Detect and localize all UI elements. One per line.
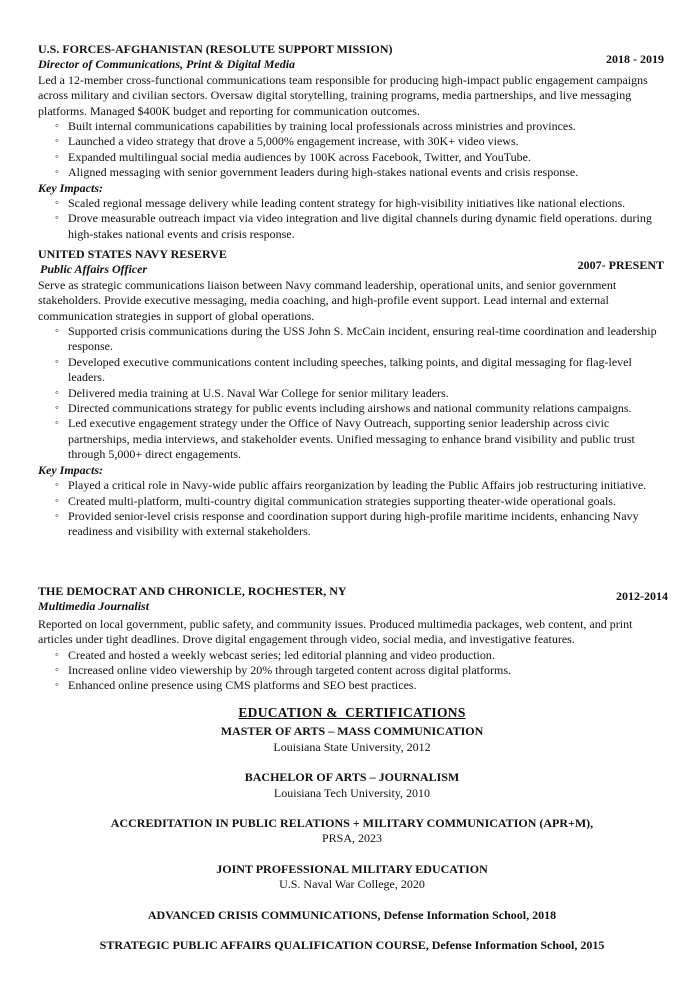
- job-afghanistan: [38, 42, 666, 242]
- list-item: ◦ Created and hosted a weekly webcast series; led editorial planning and video production.: [68, 648, 666, 663]
- job-democrat-chronicle: [38, 584, 666, 694]
- job-summary: Reported on local government, public safety, and community issues. Produced multimedia packages, web content, and print articles under tight deadlines. Drove digital engagement through video, social media, and investigative features.: [38, 616, 633, 647]
- degree-title: BACHELOR OF ARTS – JOURNALISM: [244, 770, 460, 785]
- job-dates: 2012-2014: [616, 589, 668, 603]
- degree-title: MASTER OF ARTS – MASS COMMUNICATION: [220, 724, 484, 739]
- list-item: ◦ Enhanced online presence using CMS platforms and SEO best practices.: [68, 678, 666, 693]
- list-item: ◦ Aligned messaging with senior government leaders during high-stakes national events and crisis response.: [68, 165, 666, 180]
- job-org: UNITED STATES NAVY RESERVE: [38, 247, 227, 261]
- education-section: [38, 705, 666, 953]
- job-bullets: [38, 119, 666, 181]
- job-dates: 2018 - 2019: [606, 52, 664, 66]
- key-impacts-label: Key Impacts:: [38, 180, 103, 195]
- list-item: ◦ Expanded multilingual social media audiences by 100K across Facebook, Twitter, and YouTube.: [68, 150, 666, 165]
- job-navy-reserve: [38, 247, 666, 540]
- degree-title: ACCREDITATION IN PUBLIC RELATIONS + MILITARY COMMUNICATION (APR+M),: [110, 816, 594, 831]
- certification-title: STRATEGIC PUBLIC AFFAIRS QUALIFICATION COURSE, Defense Information School, 2015: [99, 938, 605, 953]
- job-org: U.S. FORCES-AFGHANISTAN (RESOLUTE SUPPORT MISSION): [38, 42, 393, 56]
- job-role: Multimedia Journalist: [38, 599, 150, 614]
- list-item: ◦ Created multi-platform, multi-country digital communication strategies supporting theater-wide operational goals.: [68, 494, 666, 509]
- education-heading: EDUCATION & CERTIFICATIONS: [238, 705, 466, 720]
- job-bullets: [38, 648, 666, 694]
- job-role: Public Affairs Officer: [40, 262, 148, 277]
- list-item: ◦ Drove measurable outreach impact via video integration and live digital channels during dynamic field operations. during high-stakes national events and crisis response.: [68, 211, 666, 242]
- list-item: ◦ Provided senior-level crisis response and coordination support during high-profile maritime incidents, enhancing Navy readiness and visibility with external stakeholders.: [68, 509, 666, 540]
- key-impacts-label: Key Impacts:: [38, 462, 103, 477]
- degree-school: Louisiana Tech University, 2010: [273, 785, 431, 800]
- list-item: ◦ Played a critical role in Navy-wide public affairs reorganization by leading the Public Affairs job restructuring initiative.: [68, 478, 666, 493]
- list-item: ◦ Delivered media training at U.S. Naval War College for senior military leaders.: [68, 386, 666, 401]
- degree-school: PRSA, 2023: [321, 831, 383, 846]
- degree-school: Louisiana State University, 2012: [273, 739, 431, 754]
- list-item: ◦ Supported crisis communications during the USS John S. McCain incident, ensuring real-time coordination and leadership response.: [68, 324, 666, 355]
- job-org: THE DEMOCRAT AND CHRONICLE, ROCHESTER, NY: [38, 584, 347, 598]
- degree-title: JOINT PROFESSIONAL MILITARY EDUCATION: [216, 861, 488, 876]
- list-item: ◦ Developed executive communications content including speeches, talking points, and digital messaging for flag-level leaders.: [68, 355, 666, 386]
- degree-school: U.S. Naval War College, 2020: [279, 877, 425, 892]
- list-item: ◦ Directed communications strategy for public events including airshows and national community relations campaigns.: [68, 401, 666, 416]
- impact-bullets: [38, 478, 666, 540]
- job-bullets: [38, 324, 666, 463]
- list-item: ◦ Built internal communications capabilities by training local professionals across ministries and provinces.: [68, 119, 666, 134]
- list-item: ◦ Scaled regional message delivery while leading content strategy for high-visibility initiatives like national elections.: [68, 196, 666, 211]
- certification-title: ADVANCED CRISIS COMMUNICATIONS, Defense Information School, 2018: [147, 907, 557, 922]
- list-item: ◦ Launched a video strategy that drove a 5,000% engagement increase, with 30K+ video views.: [68, 134, 666, 149]
- impact-bullets: [38, 196, 666, 242]
- job-summary: Led a 12-member cross-functional communications team responsible for producing high-impact public engagement campaigns across military and civilian sectors. Oversaw digital storytelling, training programs, media partnerships, and live messaging platforms. Managed $400K budget and reporting for communication outcomes.: [38, 72, 648, 118]
- list-item: ◦ Led executive engagement strategy under the Office of Navy Outreach, supporting senior leadership across civic partnerships, media interviews, and stakeholder events. Unified messaging to enhance brand visibility and public trust through 5,000+ direct engagements.: [68, 416, 666, 462]
- job-dates: 2007- PRESENT: [577, 258, 664, 272]
- list-item: ◦ Increased online video viewership by 20% through targeted content across digital platforms.: [68, 663, 666, 678]
- job-summary: Serve as strategic communications liaison between Navy command leadership, operational units, and senior government stakeholders. Provide executive messaging, media coaching, and high-profile event support. Lead internal and external communication strategies in support of global operations.: [38, 277, 617, 323]
- job-role: Director of Communications, Print & Digital Media: [38, 57, 296, 72]
